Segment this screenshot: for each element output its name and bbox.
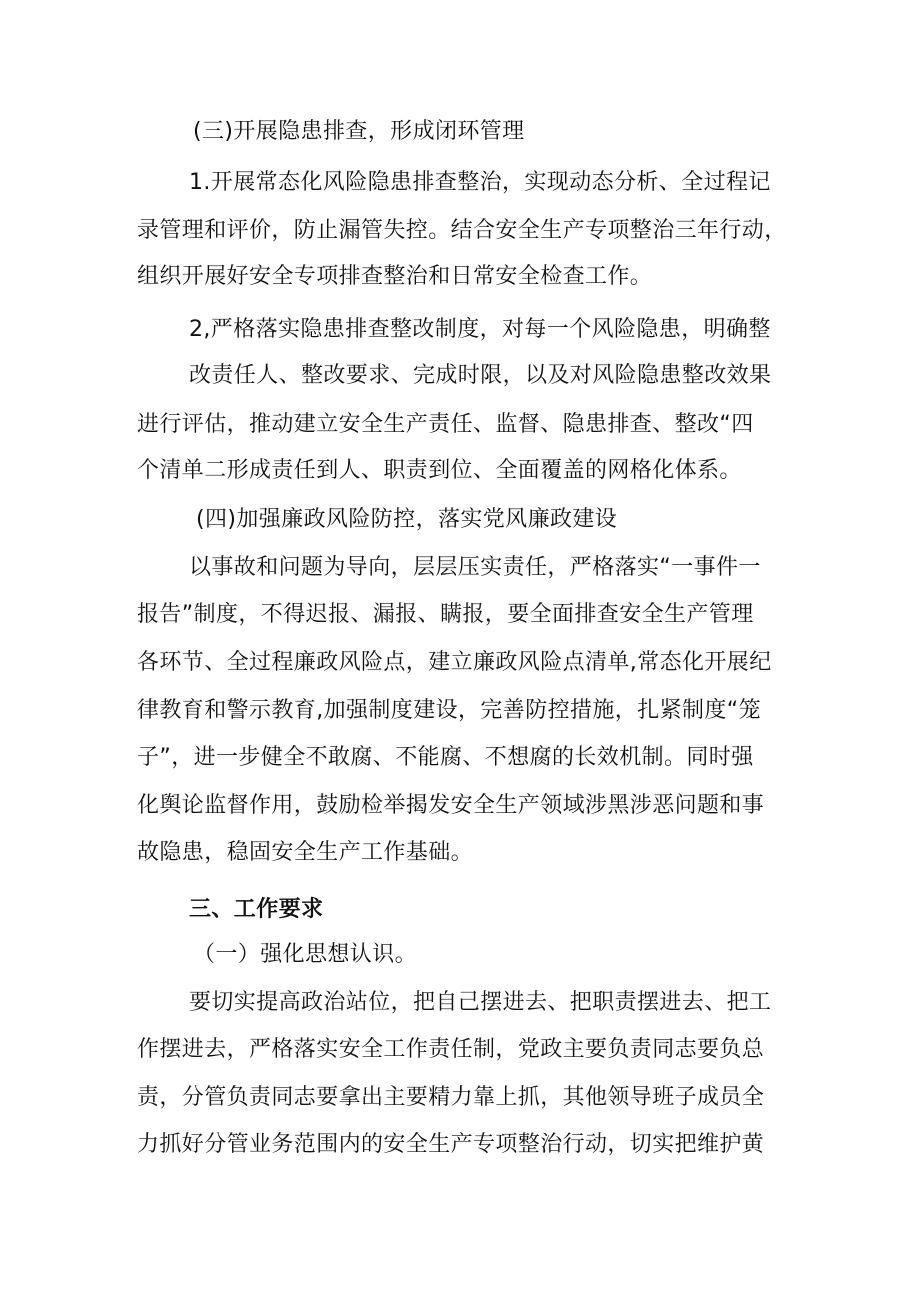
paragraph-line: 进行评估，推动建立安全生产责任、监督、隐患排查、整改“四 (137, 412, 754, 437)
paragraph-line: 责，分管负责同志要拿出主要精力靠上抓，其他领导班子成员全 (137, 1085, 765, 1110)
paragraph-line: 录管理和评价，防止漏管失控。结合安全生产专项整治三年行动， (137, 218, 787, 243)
paragraph-line: 各环节、全过程廉政风险点，建立廉政风险点清单,常态化开展纪 (137, 650, 772, 675)
paragraph-line: 以事故和问题为导向，层层压实责任，严格落实“一事件一 (189, 555, 761, 580)
section-heading-3: (三)开展隐患排查，形成闭环管理 (193, 119, 525, 144)
paragraph-line: 2,严格落实隐患排查整改制度，对每一个风险隐患，明确整 (189, 317, 771, 342)
chapter-heading: 三、工作要求 (189, 897, 324, 922)
paragraph-line: 要切实提高政治站位，把自己摆进去、把职责摆进去、把工 (189, 990, 772, 1015)
paragraph-line: 故隐患，稳固安全生产工作基础。 (137, 840, 474, 865)
paragraph-line: 组织开展好安全专项排查整治和日常安全检查工作。 (137, 264, 653, 289)
subsection-heading: （一）强化思想认识。 (193, 942, 418, 967)
paragraph-line: 报告”制度，不得迟报、漏报、瞒报，要全面排查安全生产管理 (137, 602, 754, 627)
paragraph-line: 个清单二形成责任到人、职责到位、全面覆盖的网格化体系。 (137, 458, 742, 483)
paragraph-line: 子”，进一步健全不敢腐、不能腐、不想腐的长效机制。同时强 (137, 745, 754, 770)
paragraph-line: 化舆论监督作用，鼓励检举揭发安全生产领域涉黑涉恶问题和事 (137, 793, 765, 818)
paragraph-line: 改责任人、整改要求、完成时限，以及对风险隐患整改效果 (189, 363, 772, 388)
paragraph-line: 作摆进去，严格落实安全工作责任制，党政主要负责同志要负总 (137, 1037, 765, 1062)
paragraph-line: 1.开展常态化风险隐患排查整治，实现动态分析、全过程记 (189, 170, 771, 195)
paragraph-line: 力抓好分管业务范围内的安全生产专项整治行动，切实把维护黄 (137, 1132, 765, 1157)
section-heading-4: (四)加强廉政风险防控，落实党风廉政建设 (196, 507, 618, 532)
paragraph-line: 律教育和警示教育,加强制度建设，完善防控措施，扎紧制度“笼 (137, 698, 761, 723)
